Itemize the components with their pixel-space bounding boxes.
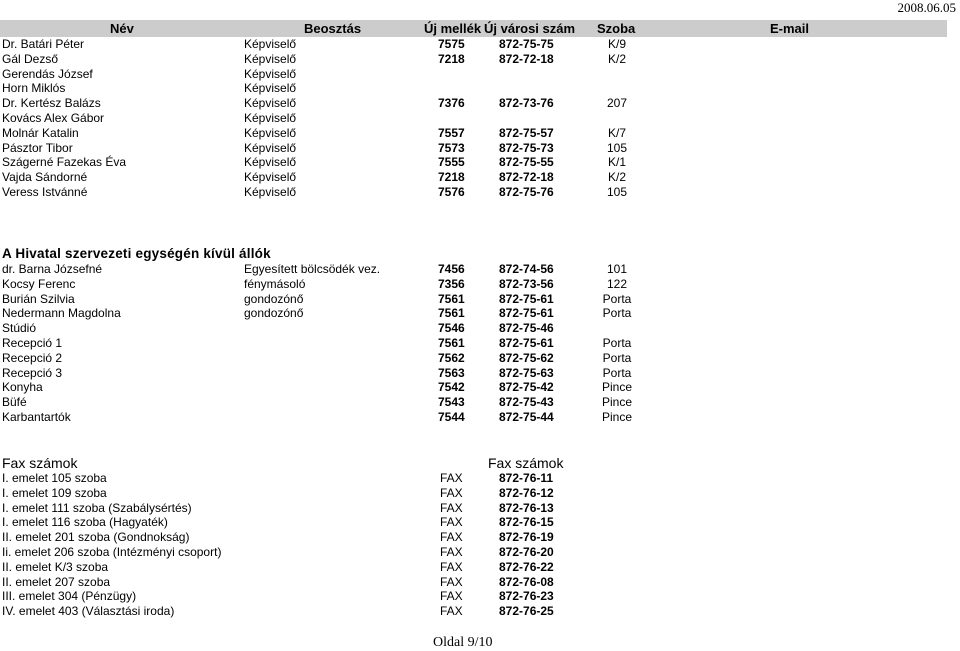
cell-phone: 872-72-18 bbox=[499, 170, 554, 185]
fax-type: FAX bbox=[440, 604, 463, 619]
cell-extension: 7218 bbox=[438, 51, 465, 66]
cell-room: K/2 bbox=[607, 51, 626, 66]
cell-name: Kocsy Ferenc bbox=[2, 276, 76, 291]
fax-number: 872-76-19 bbox=[499, 530, 554, 545]
cell-position: Képviselő bbox=[244, 96, 297, 111]
fax-number: 872-76-15 bbox=[499, 515, 554, 530]
fax-row bbox=[0, 589, 947, 603]
cell-extension: 7544 bbox=[438, 410, 465, 424]
fax-number: 872-76-13 bbox=[499, 500, 554, 515]
cell-name: Karbantartók bbox=[2, 410, 71, 424]
table-row bbox=[0, 111, 947, 125]
cell-room: K/1 bbox=[607, 155, 626, 170]
fax-row bbox=[0, 486, 947, 500]
cell-phone: 872-74-56 bbox=[499, 262, 554, 276]
cell-position: Képviselő bbox=[244, 140, 297, 155]
fax-row bbox=[0, 471, 947, 485]
cell-phone: 872-72-18 bbox=[499, 51, 554, 66]
fax-type: FAX bbox=[440, 545, 463, 559]
header-position: Beosztás bbox=[304, 21, 362, 36]
table-row bbox=[0, 366, 947, 380]
cell-extension: 7542 bbox=[438, 380, 465, 395]
fax-row bbox=[0, 560, 947, 574]
cell-extension: 7561 bbox=[438, 336, 465, 350]
cell-name: Recepció 1 bbox=[2, 336, 63, 350]
cell-name: Pásztor Tibor bbox=[2, 140, 73, 155]
fax-type: FAX bbox=[440, 485, 463, 500]
cell-name: Gál Dezső bbox=[2, 51, 59, 66]
cell-room: Porta bbox=[602, 306, 632, 321]
fax-type: FAX bbox=[440, 589, 463, 604]
fax-location: I. emelet 116 szoba (Hagyaték) bbox=[2, 515, 168, 530]
cell-name: Szágerné Fazekas Éva bbox=[2, 155, 127, 170]
cell-phone: 872-75-63 bbox=[499, 365, 554, 380]
cell-extension: 7575 bbox=[438, 37, 465, 51]
fax-row bbox=[0, 501, 947, 515]
table-row bbox=[0, 126, 947, 140]
cell-phone: 872-75-61 bbox=[499, 291, 554, 306]
cell-name: Recepció 2 bbox=[2, 350, 63, 365]
table-row bbox=[0, 170, 947, 184]
fax-row bbox=[0, 515, 947, 529]
cell-name: Vajda Sándorné bbox=[2, 170, 88, 185]
fax-row bbox=[0, 575, 947, 589]
cell-position: Képviselő bbox=[244, 66, 297, 81]
fax-location: IV. emelet 403 (Választási iroda) bbox=[2, 604, 175, 619]
header-new-ext: Új mellék bbox=[424, 21, 482, 36]
header-name: Név bbox=[110, 21, 134, 36]
cell-room: K/9 bbox=[607, 37, 626, 51]
cell-name: Molnár Katalin bbox=[2, 125, 79, 140]
cell-phone: 872-75-75 bbox=[499, 37, 554, 51]
fax-number: 872-76-23 bbox=[499, 589, 554, 604]
cell-name: Kovács Alex Gábor bbox=[2, 111, 105, 125]
cell-name: Burián Szilvia bbox=[2, 291, 75, 306]
cell-extension: 7555 bbox=[438, 155, 465, 170]
outside-section-title: A Hivatal szervezeti egységén kívül állók bbox=[2, 246, 271, 261]
cell-phone: 872-75-42 bbox=[499, 380, 554, 395]
table-row bbox=[0, 395, 947, 409]
table-row bbox=[0, 292, 947, 306]
cell-room: K/2 bbox=[607, 170, 626, 185]
fax-location: I. emelet 105 szoba bbox=[2, 471, 107, 485]
cell-phone: 872-75-44 bbox=[499, 410, 554, 424]
cell-phone: 872-73-76 bbox=[499, 96, 554, 111]
cell-extension: 7546 bbox=[438, 321, 465, 336]
table-row bbox=[0, 155, 947, 169]
fax-number: 872-76-08 bbox=[499, 574, 554, 589]
cell-room: 105 bbox=[606, 140, 628, 155]
fax-type: FAX bbox=[440, 515, 463, 530]
cell-name: Horn Miklós bbox=[2, 81, 66, 96]
table-row bbox=[0, 81, 947, 95]
header-city-number: Új városi szám bbox=[484, 21, 576, 36]
fax-type: FAX bbox=[440, 574, 463, 589]
cell-position: Képviselő bbox=[244, 51, 297, 66]
cell-extension: 7218 bbox=[438, 170, 465, 185]
cell-position: gondozónő bbox=[244, 306, 304, 321]
cell-extension: 7543 bbox=[438, 395, 465, 410]
cell-room: 122 bbox=[606, 276, 628, 291]
fax-location: III. emelet 304 (Pénzügy) bbox=[2, 589, 137, 604]
cell-phone: 872-75-46 bbox=[499, 321, 554, 336]
table-row bbox=[0, 262, 947, 276]
cell-room: Porta bbox=[602, 291, 632, 306]
cell-phone: 872-75-73 bbox=[499, 140, 554, 155]
fax-type: FAX bbox=[440, 500, 463, 515]
cell-position: Képviselő bbox=[244, 185, 297, 199]
cell-room: Porta bbox=[602, 336, 632, 350]
cell-name: Stúdió bbox=[2, 321, 37, 336]
fax-number: 872-76-11 bbox=[499, 471, 554, 485]
cell-room: Porta bbox=[602, 350, 632, 365]
cell-position: Képviselő bbox=[244, 81, 297, 96]
table-row bbox=[0, 37, 947, 51]
fax-number: 872-76-12 bbox=[499, 485, 554, 500]
table-row bbox=[0, 141, 947, 155]
fax-location: I. emelet 111 szoba (Szabálysértés) bbox=[2, 500, 192, 515]
fax-location: II. emelet 201 szoba (Gondnokság) bbox=[2, 530, 190, 545]
table-header bbox=[0, 20, 947, 37]
cell-phone: 872-75-57 bbox=[499, 125, 554, 140]
table-row bbox=[0, 277, 947, 291]
cell-extension: 7573 bbox=[438, 140, 465, 155]
cell-extension: 7557 bbox=[438, 125, 465, 140]
cell-position: Képviselő bbox=[244, 111, 297, 125]
page-number: Oldal 9/10 bbox=[433, 635, 493, 650]
cell-name: Büfé bbox=[2, 395, 27, 410]
cell-phone: 872-75-55 bbox=[499, 155, 554, 170]
cell-name: Dr. Batári Péter bbox=[2, 37, 85, 51]
cell-position: Képviselő bbox=[244, 125, 297, 140]
cell-name: Recepció 3 bbox=[2, 365, 63, 380]
cell-position: fénymásoló bbox=[244, 276, 306, 291]
cell-room: 105 bbox=[606, 185, 628, 199]
fax-location: II. emelet K/3 szoba bbox=[2, 559, 109, 574]
table-row bbox=[0, 306, 947, 320]
fax-type: FAX bbox=[440, 530, 463, 545]
cell-phone: 872-75-61 bbox=[499, 306, 554, 321]
cell-extension: 7561 bbox=[438, 306, 465, 321]
cell-position: Képviselő bbox=[244, 155, 297, 170]
cell-phone: 872-75-62 bbox=[499, 350, 554, 365]
fax-location: I. emelet 109 szoba bbox=[2, 485, 107, 500]
cell-extension: 7562 bbox=[438, 350, 465, 365]
cell-extension: 7561 bbox=[438, 291, 465, 306]
cell-phone: 872-75-43 bbox=[499, 395, 554, 410]
table-row bbox=[0, 351, 947, 365]
header-room: Szoba bbox=[597, 21, 636, 36]
cell-room: Pince bbox=[601, 395, 633, 410]
table-row bbox=[0, 321, 947, 335]
cell-name: Gerendás József bbox=[2, 66, 93, 81]
table-row bbox=[0, 410, 947, 424]
cell-phone: 872-73-56 bbox=[499, 276, 554, 291]
cell-extension: 7356 bbox=[438, 276, 465, 291]
fax-number: 872-76-22 bbox=[499, 559, 554, 574]
cell-name: Veress Istvánné bbox=[2, 185, 88, 199]
cell-room: K/7 bbox=[607, 125, 626, 140]
fax-title-left: Fax számok bbox=[2, 455, 78, 471]
cell-phone: 872-75-76 bbox=[499, 185, 554, 199]
table-row bbox=[0, 336, 947, 350]
cell-room: Pince bbox=[601, 410, 633, 424]
table-row bbox=[0, 96, 947, 110]
cell-extension: 7576 bbox=[438, 185, 465, 199]
document-date: 2008.06.05 bbox=[897, 0, 956, 15]
cell-position: Képviselő bbox=[244, 170, 297, 185]
cell-room: 207 bbox=[606, 96, 628, 111]
table-row bbox=[0, 185, 947, 199]
fax-row bbox=[0, 530, 947, 544]
cell-name: Dr. Kertész Balázs bbox=[2, 96, 101, 111]
fax-number: 872-76-25 bbox=[499, 604, 554, 619]
header-email: E-mail bbox=[770, 21, 810, 36]
cell-position: Egyesített bölcsödék vez. bbox=[244, 262, 381, 276]
fax-number: 872-76-20 bbox=[499, 545, 554, 559]
table-row bbox=[0, 67, 947, 81]
table-row bbox=[0, 380, 947, 394]
cell-name: Nedermann Magdolna bbox=[2, 306, 121, 321]
table-row bbox=[0, 52, 947, 66]
cell-position: Képviselő bbox=[244, 37, 297, 51]
fax-type: FAX bbox=[440, 471, 463, 485]
fax-location: Ii. emelet 206 szoba (Intézményi csoport) bbox=[2, 545, 222, 559]
cell-name: dr. Barna Józsefné bbox=[2, 262, 103, 276]
fax-title-right: Fax számok bbox=[488, 455, 564, 471]
cell-extension: 7376 bbox=[438, 96, 465, 111]
cell-phone: 872-75-61 bbox=[499, 336, 554, 350]
fax-row bbox=[0, 604, 947, 618]
cell-room: 101 bbox=[606, 262, 628, 276]
cell-room: Pince bbox=[601, 380, 633, 395]
cell-extension: 7563 bbox=[438, 365, 465, 380]
cell-extension: 7456 bbox=[438, 262, 465, 276]
fax-location: II. emelet 207 szoba bbox=[2, 574, 111, 589]
cell-position: gondozónő bbox=[244, 291, 304, 306]
fax-row bbox=[0, 545, 947, 559]
cell-room: Porta bbox=[602, 365, 632, 380]
fax-type: FAX bbox=[440, 559, 463, 574]
cell-name: Konyha bbox=[2, 380, 43, 395]
